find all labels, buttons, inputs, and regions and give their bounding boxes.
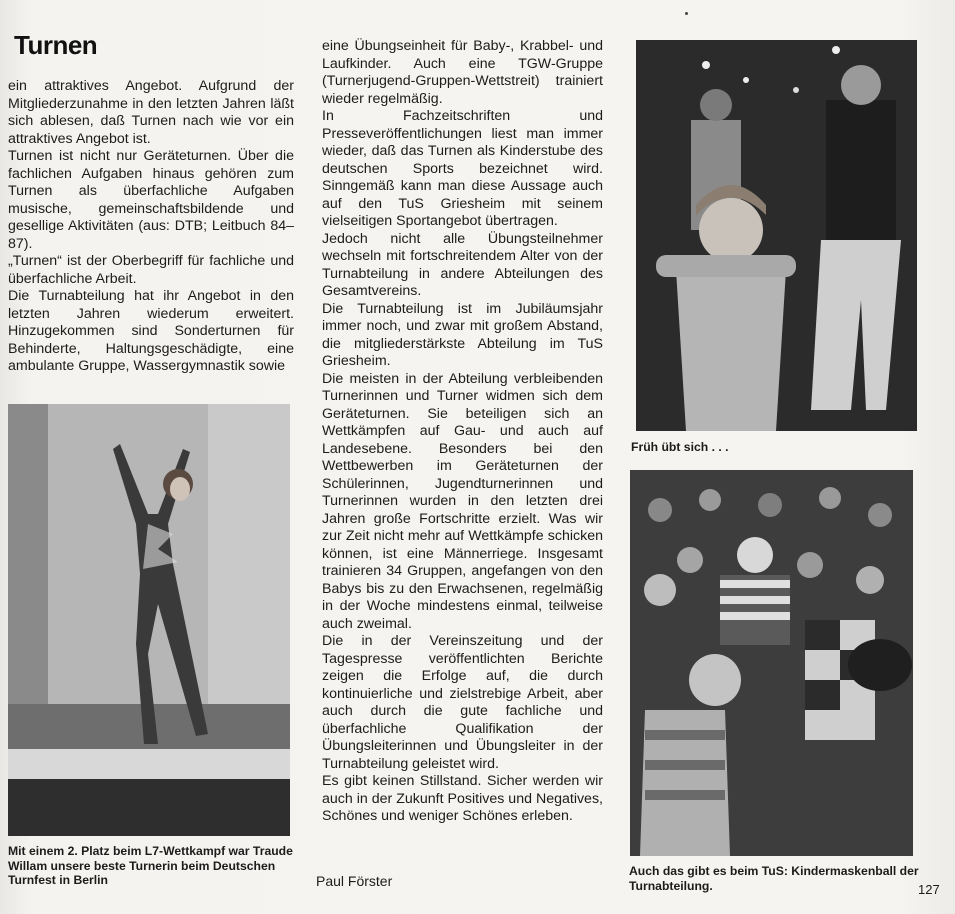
- paragraph: Die meisten in der Abteilung verbleibenden Turnerinnen und Turner widmen sich dem Geräteturnen. Sie beteiligen sich an Wettkämpfen auf Gau- und auch auf Landesebene. Besonders bei den Wettbewerben im Geräteturnen der Schülerinnen, Jugendturnerinnen und Turnerinnen wurden in den letzten drei Jahren große Fortschritte erzielt. Was wir zur Zeit nicht mehr auf Wettkämpfe schicken können, ist eine Männerriege. Insgesamt trainieren 34 Gruppen, angefangen von den Babys bis zu den Erwachsenen, regelmäßig in der Woche mindestens einmal, teilweise auch zweimal.: [322, 370, 603, 632]
- paragraph: Die Turnabteilung ist im Jubiläumsjahr immer noch, und zwar mit großem Abstand, die mitgliederstärkste Abteilung im TuS Griesheim.: [322, 300, 603, 369]
- text-column-middle: [322, 38, 603, 826]
- masquerade-ball-photo: [630, 470, 913, 856]
- gymnast-balance-beam-photo: [8, 404, 290, 836]
- toddler-photo-caption: Früh übt sich . . .: [631, 440, 729, 454]
- paragraph: In Fachzeitschriften und Presseveröffentlichungen liest man immer wieder, daß das Turnen als Kinderstube des deutschen Sports bezeichnet wird. Sinngemäß kann man diese Aussage auch auf den TuS Griesheim mit seinem vielseitigen Sportangebot übertragen.: [322, 108, 603, 229]
- article-author: Paul Förster: [316, 873, 393, 889]
- paragraph: Jedoch nicht alle Übungsteilnehmer wechseln mit fortschreitendem Alter von der Turnabteilung in andere Abteilungen des Gesamtvereins.: [322, 230, 603, 299]
- paragraph: ein attraktives Angebot. Aufgrund der Mitgliederzunahme in den letzten Jahren läßt sich ablesen, daß Turnen nach wie vor ein attraktives Angebot ist.: [8, 78, 294, 147]
- toddler-illustration: [636, 40, 917, 431]
- paragraph: eine Übungseinheit für Baby-, Krabbel- und Laufkinder. Auch eine TGW-Gruppe (Turnerjugend-Gruppen-Wettstreit) trainiert wieder regelmäßig.: [322, 38, 603, 107]
- masquerade-photo-caption: Auch das gibt es beim TuS: Kindermaskenball der Turnabteilung.: [629, 864, 919, 893]
- paragraph: Die Turnabteilung hat ihr Angebot in den letzten Jahren wiederum erweitert. Hinzugekommen sind Sonderturnen für Behinderte, Haltungsgeschädigte, eine ambulante Gruppe, Wassergymnastik sowie: [8, 288, 294, 374]
- text-column-left: [8, 78, 294, 376]
- paragraph: Die in der Vereinszeitung und der Tagespresse veröffentlichten Berichte zeigen die Erfolge auf, die durch kontinuierliche und zielstrebige Arbeit, aber auch durch die gute fachliche und überfachliche Qualifikation der Übungsleiterinnen und Übungsleiter in der Turnabteilung geleistet wird.: [322, 633, 603, 772]
- print-speck: [685, 12, 688, 15]
- page-title: Turnen: [14, 30, 98, 60]
- paragraph: Turnen ist nicht nur Geräteturnen. Über die fachlichen Aufgaben hinaus gehören zum Turnen als überfachliche Aufgaben musische, gemeinschaftsbildende und gesellige Aktivitäten (aus: DTB; Leitbuch 84–87).: [8, 148, 294, 252]
- toddler-photo: [636, 40, 917, 431]
- page-number: 127: [918, 882, 940, 897]
- paragraph: Es gibt keinen Stillstand. Sicher werden wir auch in der Zukunft Positives und Negatives, Schönes und weniger Schönes erleben.: [322, 773, 603, 824]
- gymnast-photo-caption: Mit einem 2. Platz beim L7-Wettkampf war Traude Willam unsere beste Turnerin beim Deutschen Turnfest in Berlin: [8, 844, 293, 887]
- masquerade-illustration: [630, 470, 913, 856]
- paragraph: „Turnen“ ist der Oberbegriff für fachliche und überfachliche Arbeit.: [8, 253, 294, 287]
- gymnast-illustration: [8, 404, 290, 836]
